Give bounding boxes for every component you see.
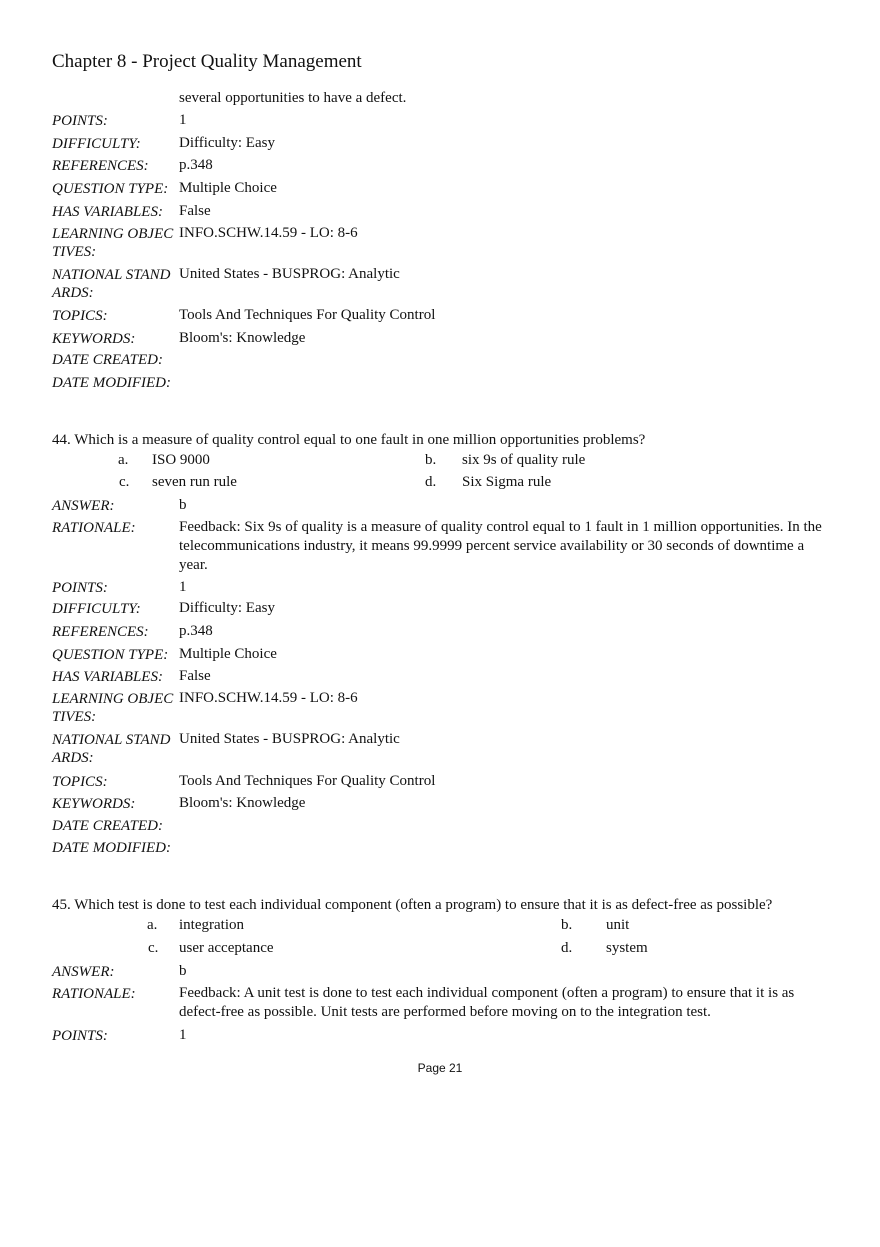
q43-lo: INFO.SCHW.14.59 - LO: 8-6 xyxy=(179,225,358,241)
q44-answer-label: ANSWER: xyxy=(52,498,115,514)
q45-option-a: integration xyxy=(179,917,244,933)
q44-keywords-label: KEYWORDS: xyxy=(52,796,136,812)
continuation-text: several opportunities to have a defect. xyxy=(179,90,407,106)
q45-answer: b xyxy=(179,963,187,979)
q43-references-label: REFERENCES: xyxy=(52,158,149,174)
q44-option-d-letter: d. xyxy=(425,474,437,490)
q44-points: 1 xyxy=(179,579,187,595)
q43-created-label: DATE CREATED: xyxy=(52,352,163,368)
q45-answer-label: ANSWER: xyxy=(52,964,115,980)
q44-ns-label: NATIONAL STANDARDS: xyxy=(52,732,171,766)
q44-points-label: POINTS: xyxy=(52,580,108,596)
q45-question: 45. Which test is done to test each individual component (often a program) to ensure that it is as defect-free as possible? xyxy=(52,897,773,913)
q43-topics-label: TOPICS: xyxy=(52,308,108,324)
q43-keywords-label: KEYWORDS: xyxy=(52,331,136,347)
q44-option-a: ISO 9000 xyxy=(152,452,210,468)
q44-rationale-label: RATIONALE: xyxy=(52,520,136,536)
q44-references-label: REFERENCES: xyxy=(52,624,149,640)
q43-ns-label: NATIONAL STANDARDS: xyxy=(52,267,171,301)
q44-lo-label: LEARNING OBJECTIVES: xyxy=(52,691,174,725)
q43-modified-label: DATE MODIFIED: xyxy=(52,375,171,391)
q43-points: 1 xyxy=(179,112,187,128)
q43-topics: Tools And Techniques For Quality Control xyxy=(179,307,436,323)
q43-difficulty-label: DIFFICULTY: xyxy=(52,136,141,152)
q43-points-label: POINTS: xyxy=(52,113,108,129)
q43-difficulty: Difficulty: Easy xyxy=(179,135,275,151)
q44-created-label: DATE CREATED: xyxy=(52,818,163,834)
q44-qtype-label: QUESTION TYPE: xyxy=(52,647,169,663)
q44-hasvars-label: HAS VARIABLES: xyxy=(52,669,163,685)
q44-topics-label: TOPICS: xyxy=(52,774,108,790)
q44-qtype: Multiple Choice xyxy=(179,646,277,662)
q43-references: p.348 xyxy=(179,157,213,173)
q45-rationale: Feedback: A unit test is done to test each individual component (often a program) to ensure that it is as defect-free as possible. Unit tests are performed before moving on to the integration test. xyxy=(179,985,795,1020)
q45-rationale-label: RATIONALE: xyxy=(52,986,136,1002)
q44-option-d: Six Sigma rule xyxy=(462,474,552,490)
q44-lo: INFO.SCHW.14.59 - LO: 8-6 xyxy=(179,690,358,706)
q43-lo-label: LEARNING OBJECTIVES: xyxy=(52,226,174,260)
q45-option-a-letter: a. xyxy=(147,917,158,933)
q44-references: p.348 xyxy=(179,623,213,639)
q44-option-a-letter: a. xyxy=(118,452,129,468)
q44-topics: Tools And Techniques For Quality Control xyxy=(179,773,436,789)
q44-ns: United States - BUSPROG: Analytic xyxy=(179,731,400,747)
q45-points-label: POINTS: xyxy=(52,1028,108,1044)
q44-answer: b xyxy=(179,497,187,513)
q44-difficulty-label: DIFFICULTY: xyxy=(52,601,141,617)
q45-option-c: user acceptance xyxy=(179,940,274,956)
q44-option-b: six 9s of quality rule xyxy=(462,452,586,468)
q45-option-d-letter: d. xyxy=(561,940,573,956)
q44-modified-label: DATE MODIFIED: xyxy=(52,840,171,856)
q44-option-c: seven run rule xyxy=(152,474,237,490)
q43-qtype-label: QUESTION TYPE: xyxy=(52,181,169,197)
q44-rationale: Feedback: Six 9s of quality is a measure of quality control equal to 1 fault in 1 million opportunities. In the telecommunications industry, it means 99.9999 percent service availability or 30 seconds of downtime a year. xyxy=(179,519,822,573)
q43-keywords: Bloom's: Knowledge xyxy=(179,330,306,346)
page-title: Chapter 8 - Project Quality Management xyxy=(52,51,362,72)
q44-keywords: Bloom's: Knowledge xyxy=(179,795,306,811)
q45-option-c-letter: c. xyxy=(148,940,159,956)
page-number: Page 21 xyxy=(417,1061,463,1075)
q43-hasvars: False xyxy=(179,203,211,219)
q45-points: 1 xyxy=(179,1027,187,1043)
q45-option-d: system xyxy=(606,940,648,956)
q45-option-b-letter: b. xyxy=(561,917,573,933)
q45-option-b: unit xyxy=(606,917,630,933)
q44-option-b-letter: b. xyxy=(425,452,437,468)
q43-ns: United States - BUSPROG: Analytic xyxy=(179,266,400,282)
q44-difficulty: Difficulty: Easy xyxy=(179,600,275,616)
q44-option-c-letter: c. xyxy=(119,474,130,490)
q44-question: 44. Which is a measure of quality control equal to one fault in one million opportunities problems? xyxy=(52,432,646,448)
q43-qtype: Multiple Choice xyxy=(179,180,277,196)
q43-hasvars-label: HAS VARIABLES: xyxy=(52,204,163,220)
q44-hasvars: False xyxy=(179,668,211,684)
